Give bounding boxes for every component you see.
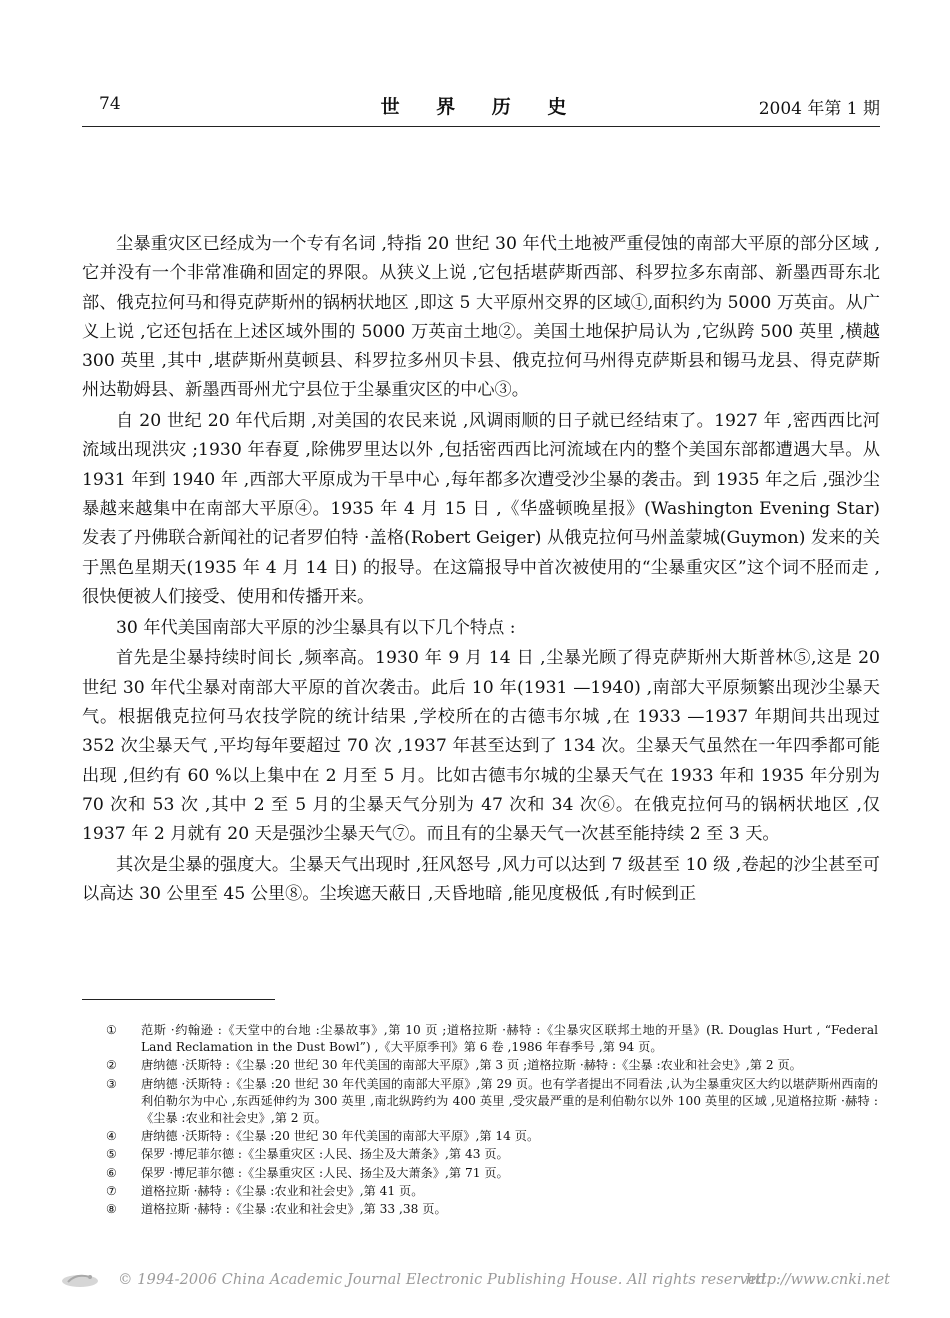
footnote-mark: ② — [106, 1058, 117, 1073]
page-footer — [60, 1271, 890, 1293]
footnote-mark: ⑤ — [106, 1147, 117, 1162]
footnote-rule — [82, 999, 275, 1000]
footnote-text: 范斯 ·约翰逊 :《天堂中的台地 :尘暴故事》,第 10 页 ;道格拉斯 ·赫特 :《尘暴灾区联邦土地的开垦》(R. Douglas Hurt , “Federal Land Reclamation in the Dust Bowl”) ,《大平原季刊》第 6 卷 ,1986 年春季号 ,第 94 页。 — [141, 1023, 878, 1055]
footnote-mark: ⑥ — [106, 1165, 117, 1180]
footnote — [106, 1128, 878, 1145]
footnote — [106, 1076, 878, 1128]
page-header — [82, 94, 880, 124]
journal-title: 世 界 历 史 — [380, 96, 582, 118]
footnotes — [106, 1022, 878, 1219]
issue-label: 2004 年第 1 期 — [758, 99, 880, 119]
footnote-text: 道格拉斯 ·赫特 :《尘暴 :农业和社会史》,第 33 ,38 页。 — [141, 1202, 447, 1217]
footnote-mark: ⑧ — [106, 1202, 117, 1217]
footer-url[interactable]: http://www.cnki.net — [745, 1272, 890, 1288]
header-rule — [82, 126, 880, 127]
footnote-mark: ⑦ — [106, 1183, 117, 1198]
paragraph: 30 年代美国南部大平原的沙尘暴具有以下几个特点 : — [116, 617, 516, 638]
footnote — [106, 1022, 878, 1056]
article-body — [82, 230, 880, 911]
footnote — [106, 1165, 878, 1182]
cnki-logo-icon — [60, 1271, 100, 1289]
footnote-text: 唐纳德 ·沃斯特 :《尘暴 :20 世纪 30 年代美国的南部大平原》,第 14 页。 — [141, 1129, 540, 1144]
footnote — [106, 1183, 878, 1200]
footnote — [106, 1057, 878, 1074]
footnote-text: 道格拉斯 ·赫特 :《尘暴 :农业和社会史》,第 41 页。 — [141, 1183, 424, 1198]
footnote-text: 唐纳德 ·沃斯特 :《尘暴 :20 世纪 30 年代美国的南部大平原》,第 3 页 ;道格拉斯 ·赫特 :《尘暴 :农业和社会史》,第 2 页。 — [141, 1058, 802, 1073]
footnote — [106, 1201, 878, 1218]
page-number: 74 — [99, 94, 121, 114]
footnote — [106, 1146, 878, 1163]
paragraph: 尘暴重灾区已经成为一个专有名词 ,特指 20 世纪 30 年代土地被严重侵蚀的南部大平原的部分区域 ,它并没有一个非常准确和固定的界限。从狭义上说 ,它包括堪萨斯西部、科罗拉多东南部、新墨西哥东北部、俄克拉何马和得克萨斯州的锅柄状地区 ,即这 5 大平原州交界的区域①,面积约为 5000 万英亩。从广义上说 ,它还包括在上述区域外围的 5000 万英亩土地②。美国土地保护局认为 ,它纵跨 500 英里 ,横越 300 英里 ,其中 ,堪萨斯州莫顿县、科罗拉多州贝卡县、俄克拉何马州得克萨斯县和锡马龙县、得克萨斯州达勒姆县、新墨西哥州尤宁县位于尘暴重灾区的中心③。 — [82, 234, 880, 401]
footnote-mark: ③ — [106, 1076, 117, 1091]
paragraph: 首先是尘暴持续时间长 ,频率高。1930 年 9 月 14 日 ,尘暴光顾了得克萨斯州大斯普林⑤,这是 20 世纪 30 年代尘暴对南部大平原的首次袭击。此后 10 年(1931 —1940) ,南部大平原频繁出现沙尘暴天气。根据俄克拉何马农技学院的统计结果 ,学校所在的古德韦尔城 ,在 1933 —1937 年期间共出现过 352 次尘暴天气 ,平均每年要超过 70 次 ,1937 年甚至达到了 134 次。尘暴天气虽然在一年四季都可能出现 ,但约有 60 %以上集中在 2 月至 5 月。比如古德韦尔城的尘暴天气在 1933 年和 1935 年分别为 70 次和 53 次 ,其中 2 至 5 月的尘暴天气分别为 47 次和 34 次⑥。在俄克拉何马的锅柄状地区 ,仅 1937 年 2 月就有 20 天是强沙尘暴天气⑦。而且有的尘暴天气一次甚至能持续 2 至 3 天。 — [82, 648, 880, 845]
copyright-notice: © 1994-2006 China Academic Journal Electronic Publishing House. All rights reserved. — [118, 1272, 771, 1288]
footnote-text: 唐纳德 ·沃斯特 :《尘暴 :20 世纪 30 年代美国的南部大平原》,第 29 页。也有学者提出不同看法 ,认为尘暴重灾区大约以堪萨斯州西南的利伯勒尔为中心 ,东西延伸约为 300 英里 ,南北纵跨约为 400 英里 ,受灾最严重的是利伯勒尔以外 100 英里的区域 ,见道格拉斯 ·赫特 :《尘暴 :农业和社会史》,第 2 页。 — [141, 1076, 878, 1126]
paragraph: 自 20 世纪 20 年代后期 ,对美国的农民来说 ,风调雨顺的日子就已经结束了。1927 年 ,密西西比河流域出现洪灾 ;1930 年春夏 ,除佛罗里达以外 ,包括密西西比河流域在内的整个美国东部都遭遇大旱。从 1931 年到 1940 年 ,西部大平原成为干旱中心 ,每年都多次遭受沙尘暴的袭击。到 1935 年之后 ,强沙尘暴越来越集中在南部大平原④。1935 年 4 月 15 日 ,《华盛顿晚星报》(Washington Evening Star) 发表了丹佛联合新闻社的记者罗伯特 ·盖格(Robert Geiger) 从俄克拉何马州盖蒙城(Guymon) 发来的关于黑色星期天(1935 年 4 月 14 日) 的报导。在这篇报导中首次被使用的“尘暴重灾区”这个词不胫而走 ,很快便被人们接受、使用和传播开来。 — [82, 411, 880, 607]
paragraph: 其次是尘暴的强度大。尘暴天气出现时 ,狂风怒号 ,风力可以达到 7 级甚至 10 级 ,卷起的沙尘甚至可以高达 30 公里至 45 公里⑧。尘埃遮天蔽日 ,天昏地暗 ,能见度极低 ,有时候到正 — [82, 854, 880, 905]
footnote-text: 保罗 ·博尼菲尔德 :《尘暴重灾区 :人民、扬尘及大萧条》,第 71 页。 — [141, 1165, 509, 1180]
footnote-mark: ① — [106, 1023, 117, 1037]
footnote-text: 保罗 ·博尼菲尔德 :《尘暴重灾区 :人民、扬尘及大萧条》,第 43 页。 — [141, 1147, 509, 1162]
footnote-mark: ④ — [106, 1129, 117, 1144]
